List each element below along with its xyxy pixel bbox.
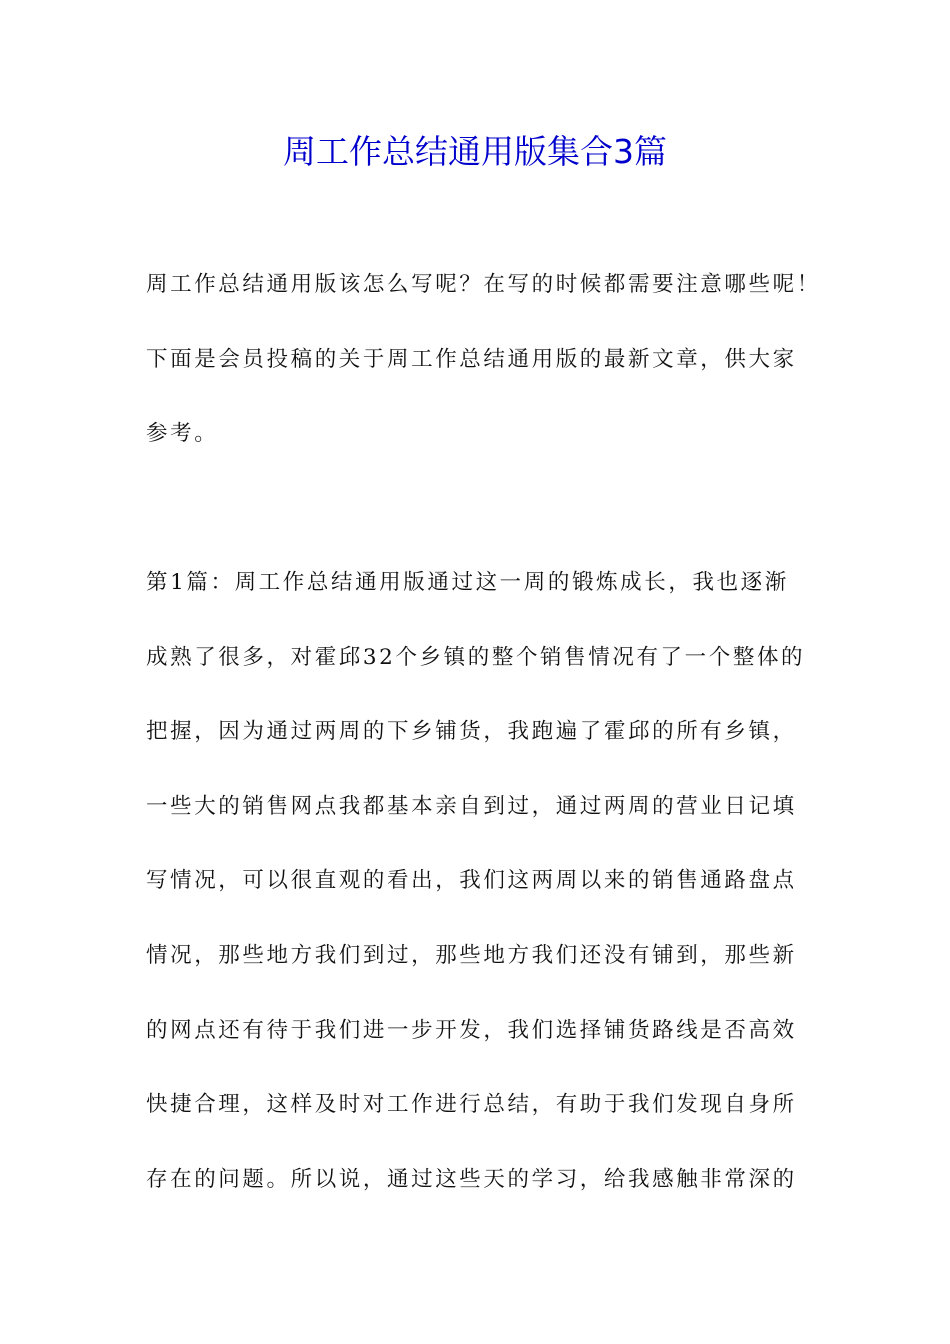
paragraph-line: 一些大的销售网点我都基本亲自到过，通过两周的营业日记填: [146, 793, 797, 819]
intro-line: 参考。: [146, 421, 219, 447]
intro-line: 下面是会员投稿的关于周工作总结通用版的最新文章，供大家: [146, 346, 797, 372]
paragraph-line: 第1篇：周工作总结通用版通过这一周的锻炼成长，我也逐渐: [146, 570, 789, 595]
paragraph-line: 的网点还有待于我们进一步开发，我们选择铺货路线是否高效: [146, 1017, 797, 1043]
intro-line: 周工作总结通用版该怎么写呢？在写的时候都需要注意哪些呢！: [146, 272, 821, 297]
paragraph-line: 写情况，可以很直观的看出，我们这两周以来的销售通路盘点: [146, 868, 797, 894]
document-title: 周工作总结通用版集合3篇: [283, 132, 667, 171]
section-1-paragraph: [146, 568, 811, 1239]
paragraph-line: 成熟了很多，对霍邱32个乡镇的整个销售情况有了一个整体的: [146, 644, 806, 670]
paragraph-line: 把握，因为通过两周的下乡铺货，我跑遍了霍邱的所有乡镇，: [146, 719, 797, 745]
intro-paragraph: [146, 270, 821, 494]
paragraph-line: 情况，那些地方我们到过，那些地方我们还没有铺到，那些新: [146, 942, 797, 968]
paragraph-line: 存在的问题。所以说，通过这些天的学习，给我感触非常深的: [146, 1166, 797, 1192]
paragraph-line: 快捷合理，这样及时对工作进行总结，有助于我们发现自身所: [146, 1092, 797, 1118]
